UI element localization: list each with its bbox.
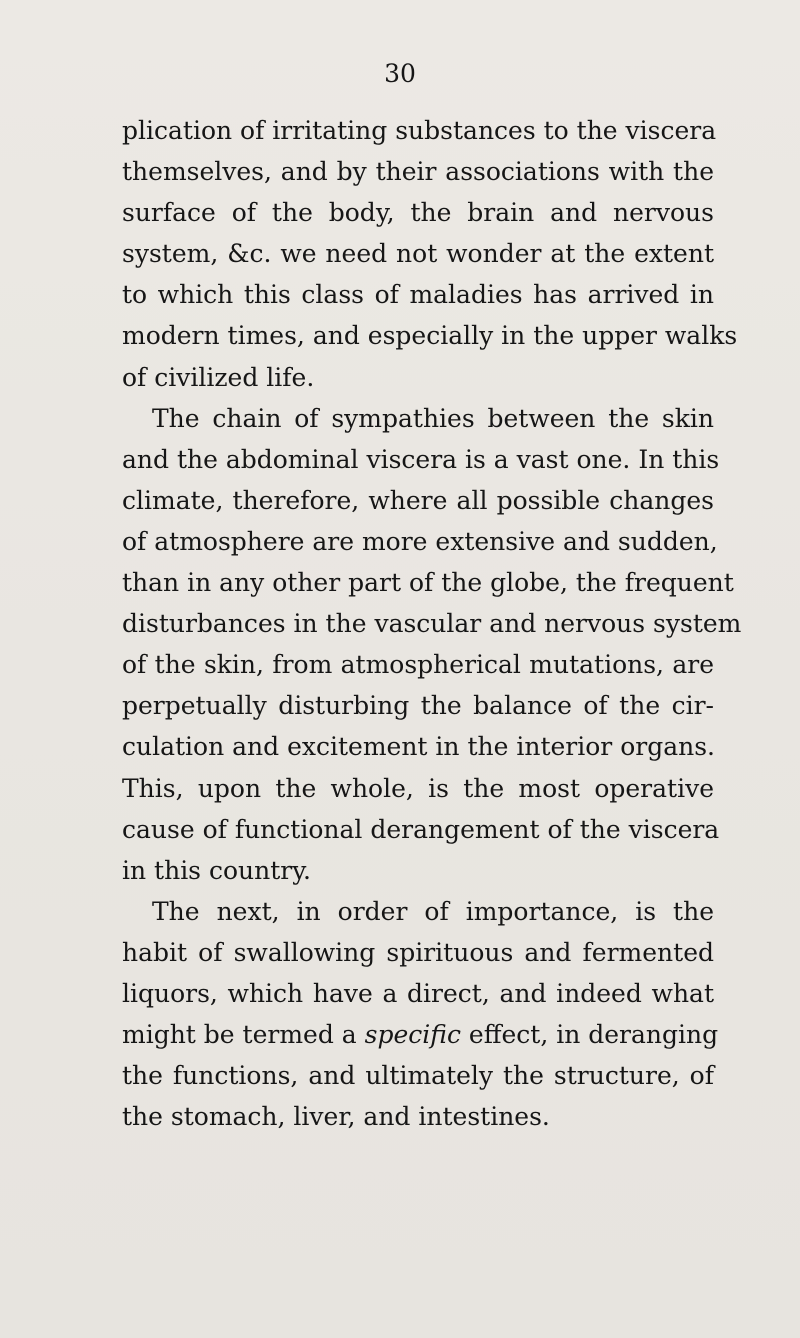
text-line: to which this class of maladies has arrived in	[122, 280, 714, 310]
text-line: surface of the body, the brain and nervous	[122, 198, 714, 228]
text-span: effect, in deranging	[468, 1020, 719, 1050]
text-line: the functions, and ultimately the structure, of	[122, 1061, 714, 1091]
text-line: culation and excitement in the interior organs.	[122, 732, 715, 762]
text-line: habit of swallowing spirituous and fermented	[122, 937, 714, 967]
emphasized-word: specific	[364, 1020, 461, 1050]
text-line: of civilized life.	[122, 362, 315, 392]
text-line: climate, therefore, where all possible changes	[122, 485, 714, 515]
paragraph-2	[122, 398, 742, 891]
text-line: perpetually disturbing the balance of the cir-	[122, 691, 714, 721]
text-line: liquors, which have a direct, and indeed what	[122, 978, 714, 1008]
text-line: The next, in order of importance, is the	[152, 896, 714, 926]
text-line: disturbances in the vascular and nervous system	[122, 609, 742, 639]
text-line: This, upon the whole, is the most operative	[122, 773, 714, 803]
text-line: system, &c. we need not wonder at the extent	[122, 239, 714, 269]
text-line: plication of irritating substances to the viscera	[122, 116, 717, 145]
text-line: of the skin, from atmospherical mutations, are	[122, 650, 714, 680]
text-line-with-emphasis	[122, 1014, 719, 1055]
paragraph-1	[122, 110, 738, 398]
text-line: and the abdominal viscera is a vast one. In this	[122, 444, 720, 474]
page-number: 30	[384, 59, 416, 88]
body-text	[122, 110, 742, 1137]
text-line: in this country.	[122, 855, 311, 885]
paragraph-3	[122, 891, 719, 1138]
text-line: cause of functional derangement of the viscera	[122, 814, 720, 844]
text-line: the stomach, liver, and intestines.	[122, 1102, 550, 1132]
text-line: themselves, and by their associations with the	[122, 157, 714, 187]
text-line: modern times, and especially in the upper walks	[122, 321, 738, 351]
text-line: of atmosphere are more extensive and sudden,	[122, 526, 718, 556]
text-line: The chain of sympathies between the skin	[152, 403, 714, 433]
text-line: than in any other part of the globe, the frequent	[122, 568, 734, 598]
text-span: might be termed a	[122, 1020, 357, 1050]
